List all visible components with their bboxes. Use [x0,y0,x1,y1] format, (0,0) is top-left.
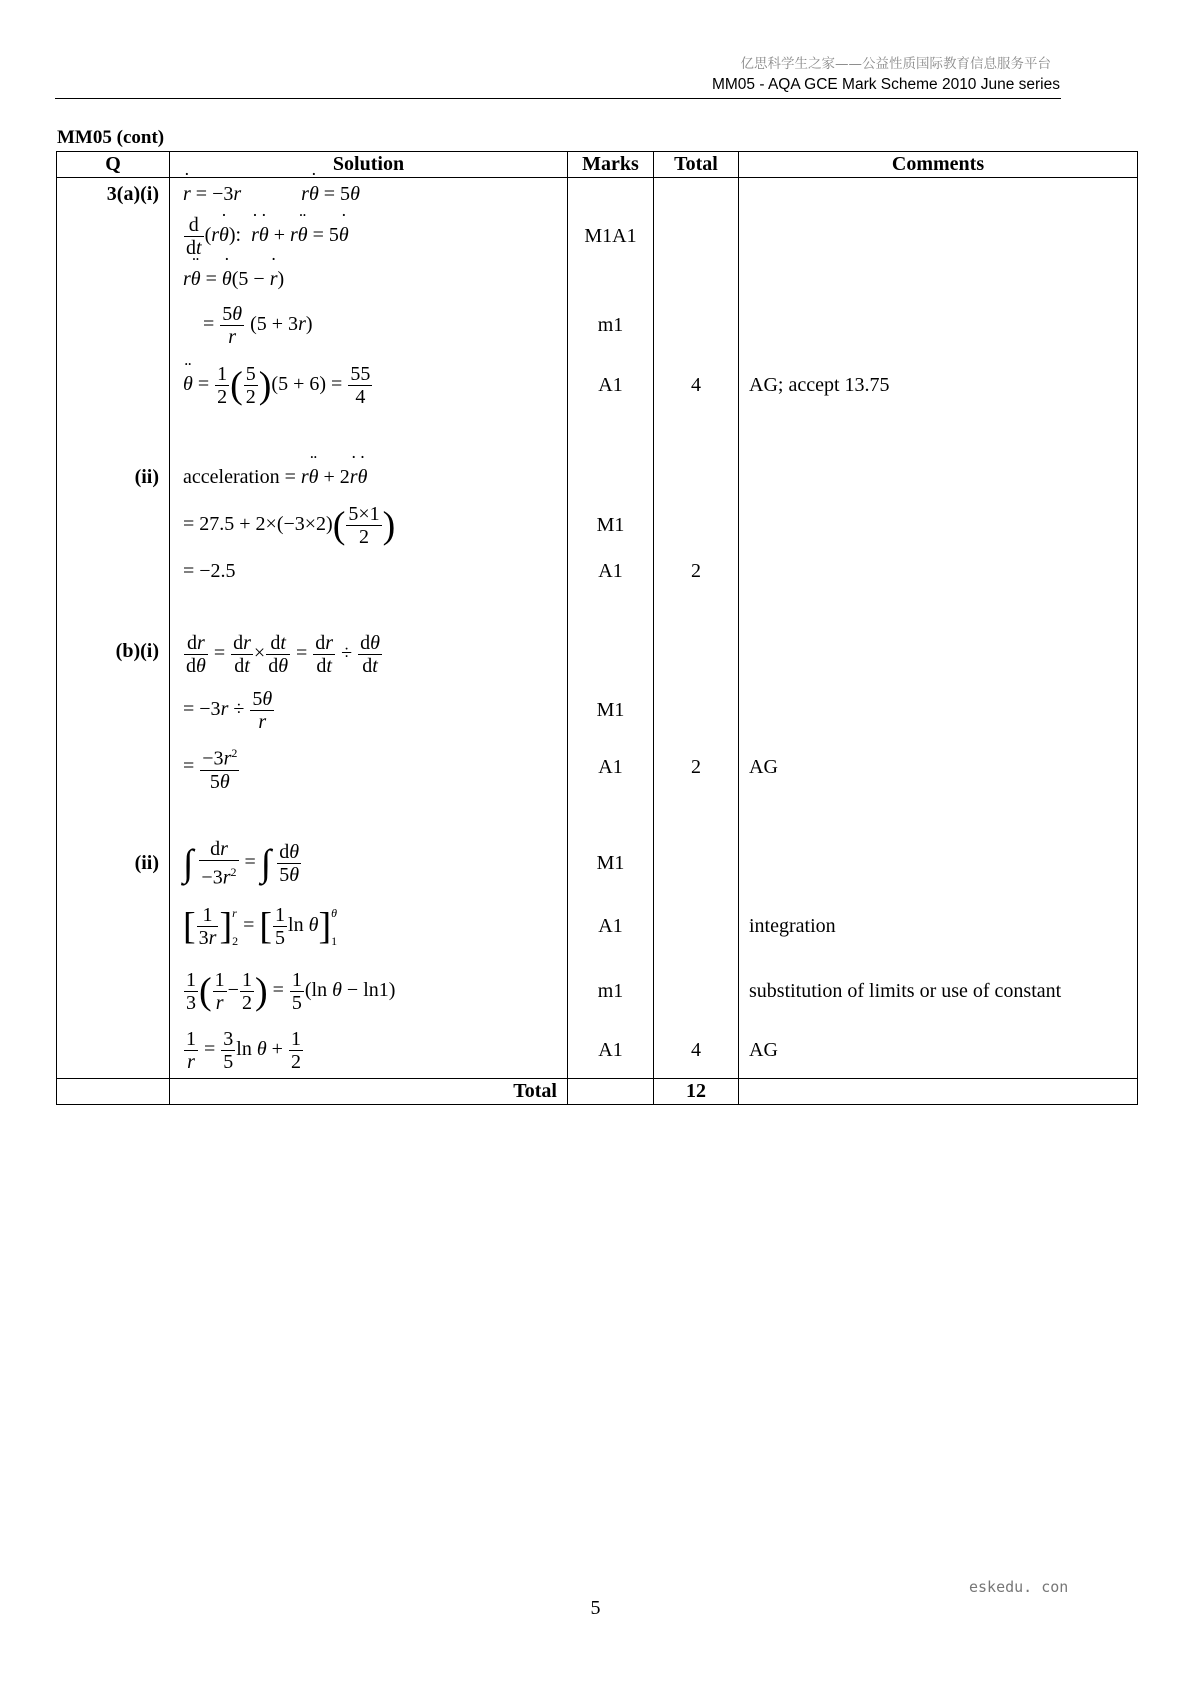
solution-line: ∫ $\frac{dr}{-3r^2}$ = ∫ $\frac{d\theta}{5\theta}$ [170,797,568,893]
comment-cell [739,178,1138,211]
question-label [57,211,170,263]
solution-line: ¨ θ = $\frac{1}{2}$ ( $\frac{5}{2}$ )(5 + 6) = $\frac{55}{4}$ [170,355,568,417]
comment-cell: substitution of limits or use of constant [739,961,1138,1023]
total-cell [654,683,739,739]
table-row [57,355,1138,417]
total-cell [654,497,739,555]
marks-cell [568,263,654,297]
question-label [57,497,170,555]
footer-site-watermark: eskedu. con [969,1578,1069,1596]
header-solution: Solution [170,152,568,178]
table-header-row [57,152,1138,178]
total-cell [654,961,739,1023]
comment-cell [739,555,1138,589]
comment-cell: AG [739,1023,1138,1079]
total-cell: 4 [654,1023,739,1079]
comment-cell: AG [739,739,1138,797]
question-label [57,1023,170,1079]
header-q: Q [57,152,170,178]
table-row [57,497,1138,555]
comment-cell [739,797,1138,893]
comment-cell [739,211,1138,263]
comment-cell [739,683,1138,739]
solution-line: = −2.5 [170,555,568,589]
mark-scheme-table [56,151,1138,1105]
total-label: Total [170,1079,568,1105]
table-row [57,211,1138,263]
total-cell [654,211,739,263]
marks-cell: A1 [568,555,654,589]
marks-cell: M1 [568,683,654,739]
table-row [57,797,1138,893]
comment-cell [739,417,1138,497]
total-cell [654,178,739,211]
table-row [57,589,1138,683]
solution-line: ˙ r = −3r r˙ θ = 5θ [170,178,568,211]
comment-cell [739,589,1138,683]
solution-line: = −3r ÷ $\frac{5\theta}{r}$ [170,683,568,739]
table-row [57,263,1138,297]
comment-cell: AG; accept 13.75 [739,355,1138,417]
table-row [57,417,1138,497]
marks-cell [568,589,654,683]
question-label: (ii) [57,417,170,497]
solution-line: r¨ θ = ˙ θ(5 − ˙ r) [170,263,568,297]
total-cell [654,297,739,355]
table-row [57,893,1138,961]
header-divider [55,98,1061,99]
marks-cell [568,417,654,497]
solution-line: = $\frac{-3r^2}{5\theta}$ [170,739,568,797]
table-total-row [57,1079,1138,1105]
question-label [57,297,170,355]
total-cell [654,589,739,683]
question-label [57,263,170,297]
total-cell: 4 [654,355,739,417]
header-document-title: MM05 - AQA GCE Mark Scheme 2010 June series [711,76,1060,93]
acceleration-label: acceleration [183,465,280,488]
header-marks: Marks [568,152,654,178]
comment-cell [739,497,1138,555]
question-label [57,555,170,589]
solution-line: = 27.5 + 2×(−3×2)( $\frac{5\times 1}{2}$ ) [170,497,568,555]
table-row [57,297,1138,355]
marks-cell: M1A1 [568,211,654,263]
header-total: Total [654,152,739,178]
table-row [57,683,1138,739]
question-label: 3(a)(i) [57,178,170,211]
marks-cell: m1 [568,961,654,1023]
table-row [57,739,1138,797]
comment-cell [739,263,1138,297]
comment-cell [739,297,1138,355]
page-number: 5 [590,1597,601,1619]
marks-cell: A1 [568,355,654,417]
total-cell: 2 [654,555,739,589]
solution-line: acceleration = r¨ θ + 2˙ r˙ θ [170,417,568,497]
total-cell [654,263,739,297]
total-cell [654,417,739,497]
marks-cell: A1 [568,893,654,961]
marks-cell: M1 [568,497,654,555]
marks-cell: M1 [568,797,654,893]
marks-cell: A1 [568,739,654,797]
total-cell [654,797,739,893]
total-value: 12 [654,1079,739,1105]
question-label: (b)(i) [57,589,170,683]
comment-cell: integration [739,893,1138,961]
header-comments: Comments [739,152,1138,178]
question-label [57,961,170,1023]
marks-cell [568,178,654,211]
marks-cell: A1 [568,1023,654,1079]
solution-line: = $\frac{5\theta}{r}$ (5 + 3r) [170,297,568,355]
total-cell: 2 [654,739,739,797]
question-label [57,893,170,961]
question-label: (ii) [57,797,170,893]
solution-line: $\frac{1}{3}$ ( $\frac{1}{r}$ − $\frac{1}{2}$ ) = $\frac{1}{5}$ (ln θ − ln1) [170,961,568,1023]
solution-line: $\frac{d}{dt}$ (r˙ θ): ˙ r˙ θ + r¨ θ = 5˙ θ [170,211,568,263]
marks-cell: m1 [568,297,654,355]
table-row [57,178,1138,211]
total-row-marks [568,1079,654,1105]
question-label [57,683,170,739]
table-row [57,961,1138,1023]
question-label [57,355,170,417]
total-row-q [57,1079,170,1105]
solution-line: $\frac{dr}{d\theta}$ = $\frac{dr}{dt}$ × $\frac{dt}{d\theta}$ = $\frac{dr}{dt}$ ÷ $\frac{d\theta}{dt}$ [170,589,568,683]
total-row-comment [739,1079,1138,1105]
section-title: MM05 (cont) [57,127,165,148]
total-cell [654,893,739,961]
solution-line: [ $\frac{1}{3r}$ ]r 2 = [ $\frac{1}{5}$ ln θ]θ 1 [170,893,568,961]
table-row [57,1023,1138,1079]
question-label [57,739,170,797]
header-site-name: 亿思科学生之家——公益性质国际教育信息服务平台 [740,56,1051,72]
table-row [57,555,1138,589]
solution-line: $\frac{1}{r}$ = $\frac{3}{5}$ ln θ + $\frac{1}{2}$ [170,1023,568,1079]
